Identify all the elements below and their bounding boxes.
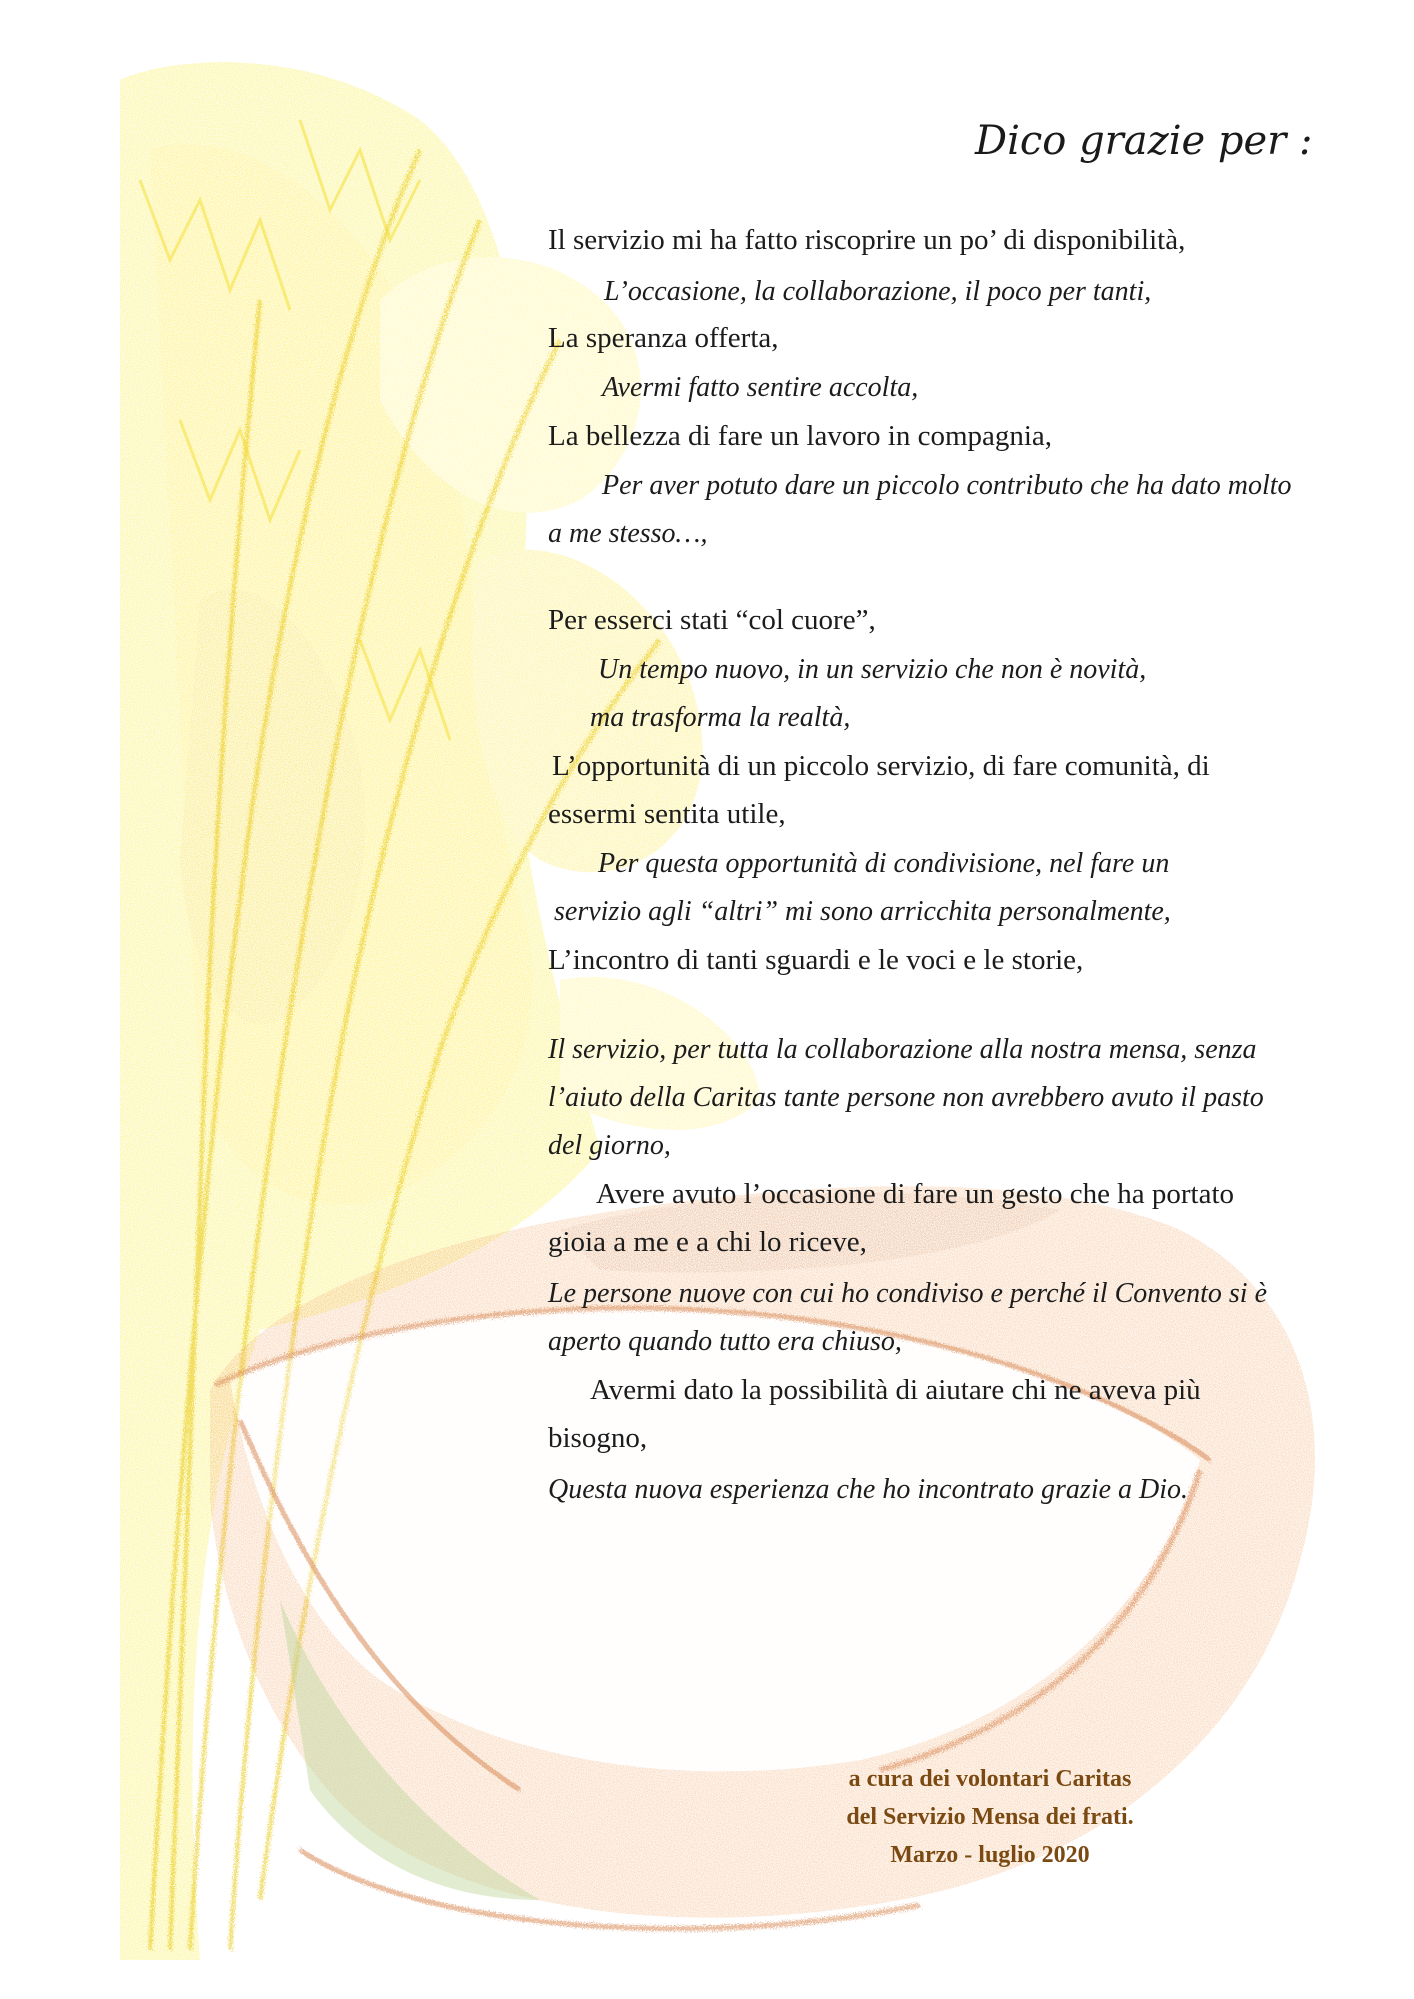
poem-line: servizio agli “altri” mi sono arricchita personalmente, <box>554 896 1171 927</box>
poem-line: ma trasforma la realtà, <box>590 702 851 733</box>
poem-line: l’aiuto della Caritas tante persone non avrebbero avuto il pasto <box>548 1082 1264 1113</box>
credits-block <box>780 1760 1200 1874</box>
poem-line: La speranza offerta, <box>548 322 779 354</box>
poem-line: L’occasione, la collaborazione, il poco per tanti, <box>604 276 1152 307</box>
poem-line: Il servizio mi ha fatto riscoprire un po’ di disponibilità, <box>548 224 1186 256</box>
poem-line: L’incontro di tanti sguardi e le voci e le storie, <box>548 944 1084 976</box>
poem-line: Avere avuto l’occasione di fare un gesto che ha portato <box>596 1178 1234 1210</box>
poem-line: Il servizio, per tutta la collaborazione alla nostra mensa, senza <box>548 1034 1257 1065</box>
poem-line: Un tempo nuovo, in un servizio che non è novità, <box>598 654 1147 685</box>
poem-line: Le persone nuove con cui ho condiviso e perché il Convento si è <box>548 1278 1267 1309</box>
poem-line: Per esserci stati “col cuore”, <box>548 604 876 636</box>
poem-line: Per questa opportunità di condivisione, nel fare un <box>598 848 1170 879</box>
poem-line: Per aver potuto dare un piccolo contributo che ha dato molto <box>602 470 1292 501</box>
poem-line: Questa nuova esperienza che ho incontrato grazie a Dio. <box>548 1474 1189 1505</box>
poem-line: gioia a me e a chi lo riceve, <box>548 1226 867 1258</box>
credits-line: del Servizio Mensa dei frati. <box>846 1804 1134 1830</box>
poem-line: del giorno, <box>548 1130 671 1161</box>
credits-line: Marzo - luglio 2020 <box>890 1842 1090 1868</box>
poem-line: aperto quando tutto era chiuso, <box>548 1326 902 1357</box>
poem-line: bisogno, <box>548 1422 648 1454</box>
poem-line: Avermi fatto sentire accolta, <box>602 372 919 403</box>
poem-line: essermi sentita utile, <box>548 798 786 830</box>
poem-line: La bellezza di fare un lavoro in compagnia, <box>548 420 1053 452</box>
poem-line: Avermi dato la possibilità di aiutare chi ne aveva più <box>590 1374 1201 1406</box>
poem-line: L’opportunità di un piccolo servizio, di fare comunità, di <box>552 750 1210 782</box>
poem-line: a me stesso…, <box>548 518 708 549</box>
page-title: Dico grazie per : <box>975 118 1313 164</box>
credits-line: a cura dei volontari Caritas <box>848 1766 1132 1792</box>
